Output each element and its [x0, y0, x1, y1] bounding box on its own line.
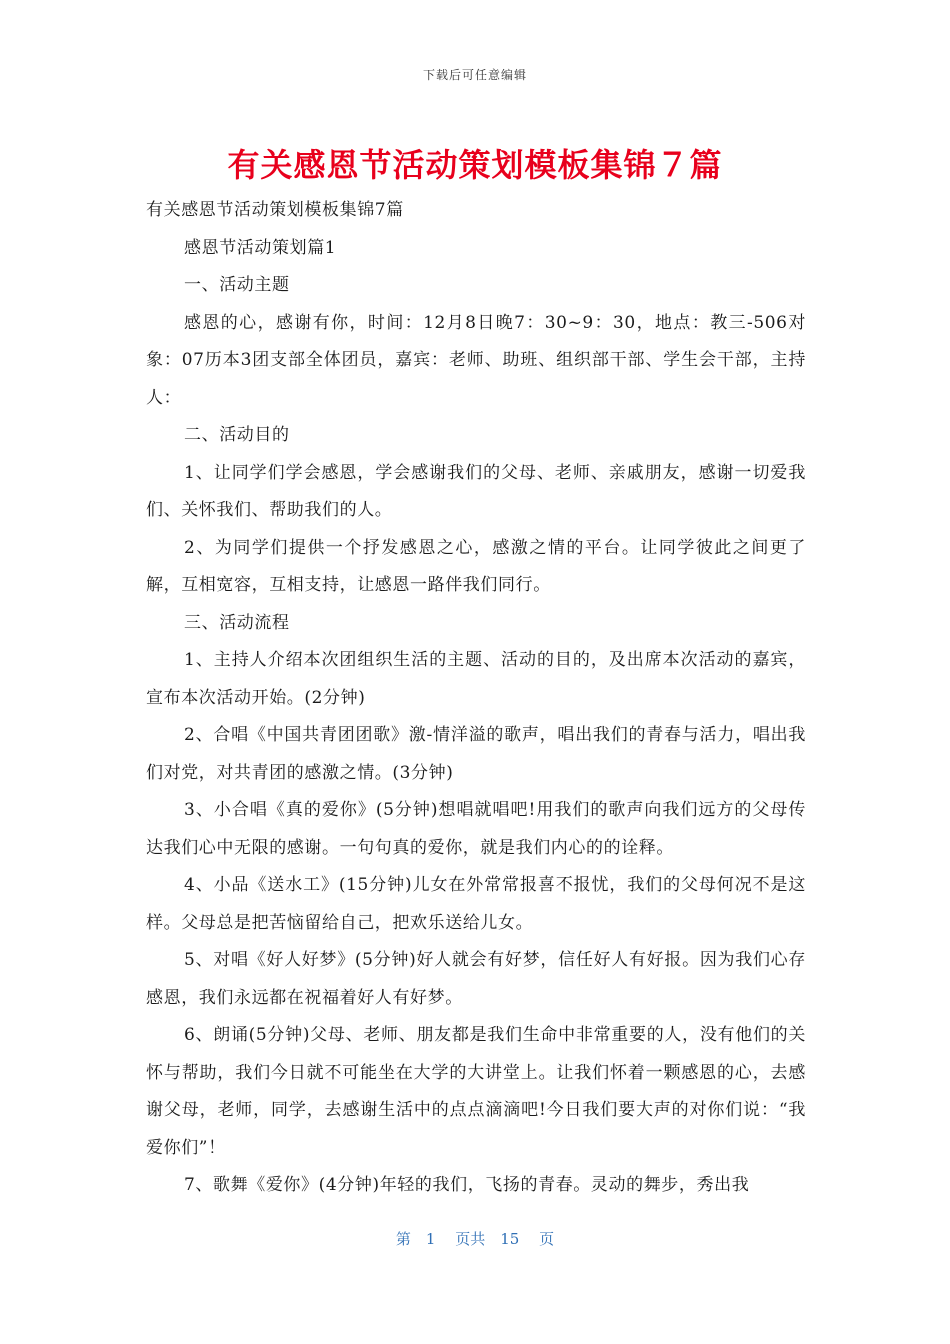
paragraph: 2、合唱《中国共青团团歌》激-情洋溢的歌声，唱出我们的青春与活力，唱出我们对党，对共青团的感激之情。(3分钟)	[146, 725, 806, 783]
document-subtitle: 有关感恩节活动策划模板集锦7篇	[146, 200, 404, 220]
paragraph: 6、朗诵(5分钟)父母、老师、朋友都是我们生命中非常重要的人，没有他们的关怀与帮助，我们今日就不可能坐在大学的大讲堂上。让我们怀着一颗感恩的心，去感谢父母，老师，同学，去感谢生活中的点点滴滴吧!今日我们要大声的对你们说：“我爱你们”！	[146, 1025, 806, 1158]
paragraph: 感恩的心，感谢有你，时间：12月8日晚7：30~9：30，地点：教三-506对象：07历本3团支部全体团员，嘉宾：老师、助班、组织部干部、学生会干部，主持人：	[146, 312, 806, 408]
document-body	[146, 192, 806, 1205]
paragraph: 3、小合唱《真的爱你》(5分钟)想唱就唱吧!用我们的歌声向我们远方的父母传达我们心中无限的感谢。一句句真的爱你，就是我们内心的的诠释。	[146, 800, 806, 858]
page-number-footer: 第 1 页共 15 页	[395, 1230, 555, 1248]
section-heading: 二、活动目的	[184, 425, 290, 445]
paragraph: 4、小品《送水工》(15分钟)儿女在外常常报喜不报忧，我们的父母何况不是这样。父母总是把苦恼留给自己，把欢乐送给儿女。	[146, 875, 806, 933]
section-heading: 感恩节活动策划篇1	[184, 237, 337, 258]
paragraph: 7、歌舞《爱你》(4分钟)年轻的我们，飞扬的青春。灵动的舞步，秀出我	[184, 1175, 750, 1195]
header-note: 下载后可任意编辑	[422, 68, 527, 82]
paragraph: 2、为同学们提供一个抒发感恩之心，感激之情的平台。让同学彼此之间更了解，互相宽容，互相支持，让感恩一路伴我们同行。	[146, 537, 806, 595]
paragraph: 5、对唱《好人好梦》(5分钟)好人就会有好梦，信任好人有好报。因为我们心存感恩，我们永远都在祝福着好人有好梦。	[146, 950, 806, 1008]
paragraph: 1、主持人介绍本次团组织生活的主题、活动的目的，及出席本次活动的嘉宾，宣布本次活动开始。(2分钟)	[146, 650, 806, 708]
page-title: 有关感恩节活动策划模板集锦７篇	[227, 146, 723, 184]
section-heading: 三、活动流程	[184, 612, 290, 633]
paragraph: 1、让同学们学会感恩，学会感谢我们的父母、老师、亲戚朋友，感谢一切爱我们、关怀我们、帮助我们的人。	[146, 462, 806, 520]
section-heading: 一、活动主题	[184, 275, 290, 295]
